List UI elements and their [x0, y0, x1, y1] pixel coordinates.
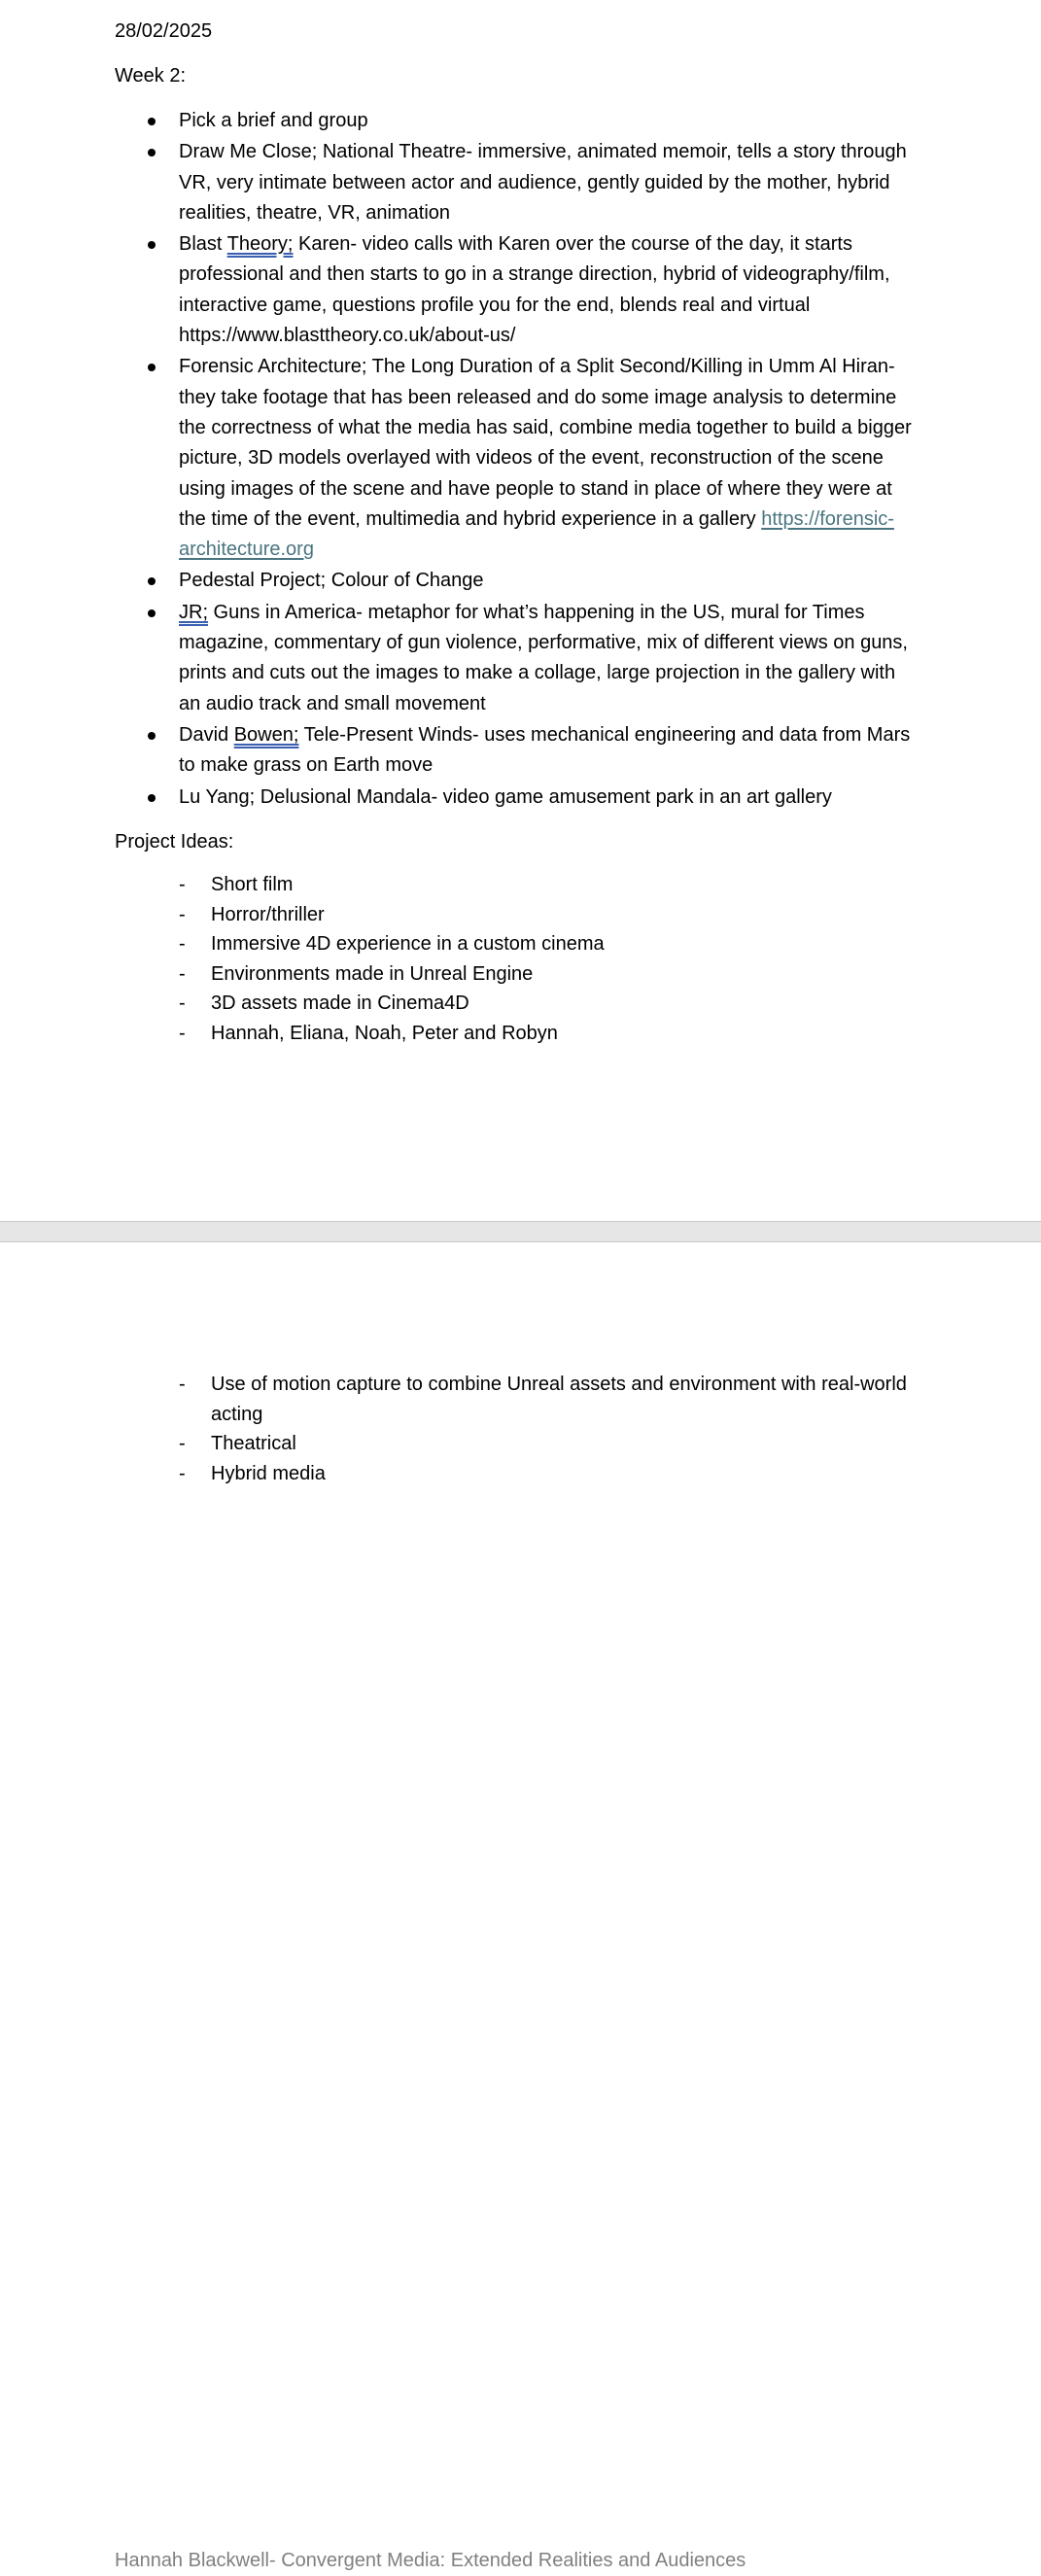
project-idea-item-text: Short film — [211, 874, 294, 895]
bullet-item — [179, 598, 918, 719]
page2-item-text: Use of motion capture to combine Unreal assets and environment with real-world acting — [211, 1374, 907, 1425]
page-break — [0, 1221, 1041, 1242]
project-idea-item-text: Horror/thriller — [211, 903, 325, 925]
project-idea-item — [179, 959, 930, 990]
project-idea-item — [179, 929, 930, 959]
bullet-text: David — [179, 723, 234, 746]
bullet-text: Karen- video calls with Karen over the course of the day, it starts professional and then starts to go in a strange direction, hybrid of videography/film, interactive game, questions profile you for the end, blends real and virtual https://www.blasttheory.co.uk/about-us/ — [179, 233, 890, 347]
project-idea-item-text: 3D assets made in Cinema4D — [211, 992, 469, 1015]
bullet-text: Forensic Architecture; The Long Duration of a Split Second/Killing in Umm Al Hiran- they take footage that has been released and do some image analysis to determine the correctness of what the media has said, combine media together to build a bigger picture, 3D models overlayed with videos of the event, reconstruction of the scene using images of the scene and have people to stand in place of where they were at the time of the event, multimedia and hybrid experience in a gallery — [179, 356, 912, 530]
page2-item — [179, 1459, 930, 1489]
page2-item-text: Hybrid media — [211, 1462, 326, 1484]
page2-item-text: Theatrical — [211, 1433, 296, 1455]
dash-marker: - — [179, 1462, 186, 1484]
bullet-dot-icon — [148, 732, 156, 740]
flagged-word: JR; — [179, 601, 208, 623]
project-idea-item-text: Environments made in Unreal Engine — [211, 962, 534, 985]
flagged-word: Bowen; — [233, 723, 299, 746]
bullet-dot-icon — [148, 794, 156, 802]
project-idea-item-text: Hannah, Eliana, Noah, Peter and Robyn — [211, 1022, 558, 1044]
dash-marker: - — [179, 992, 186, 1015]
bullet-dot-icon — [148, 241, 156, 249]
bullet-text: Draw Me Close; National Theatre- immersive, animated memoir, tells a story through VR, very intimate between actor and audience, gently guided by the mother, hybrid realities, theatre, VR, animation — [179, 141, 907, 224]
page2-item — [179, 1429, 930, 1459]
project-ideas-list — [179, 870, 930, 1049]
dash-marker: - — [179, 933, 186, 956]
flagged-word: Theory; — [226, 233, 294, 256]
research-bullet-list — [179, 106, 918, 814]
dash-marker: - — [179, 1022, 186, 1044]
bullet-dot-icon — [148, 364, 156, 371]
bullet-item — [179, 137, 918, 228]
bullet-item — [179, 229, 918, 351]
bullet-text: Guns in America- metaphor for what’s happening in the US, mural for Times magazine, commentary of gun violence, performative, mix of different views on guns, prints and cuts out the images to make a collage, large projection in the gallery with an audio track and small movement — [179, 601, 908, 714]
bullet-text: Blast — [179, 233, 227, 256]
bullet-text: Pick a brief and group — [179, 110, 368, 131]
bullet-item — [179, 352, 918, 565]
date-line: 28/02/2025 — [115, 20, 213, 42]
bullet-dot-icon — [148, 609, 156, 617]
project-ideas-heading: Project Ideas: — [115, 831, 234, 853]
dash-marker: - — [179, 903, 186, 925]
bullet-dot-icon — [148, 577, 156, 585]
document-page-1 — [0, 0, 1041, 1221]
link[interactable]: https://forensic-architecture.org — [179, 507, 894, 561]
dash-marker: - — [179, 1374, 186, 1395]
bullet-text: Pedestal Project; Colour of Change — [179, 570, 484, 592]
page-header: Hannah Blackwell- Convergent Media: Extended Realities and Audiences — [115, 2550, 746, 2571]
bullet-item — [179, 566, 918, 596]
bullet-item — [179, 106, 918, 136]
dash-marker: - — [179, 1433, 186, 1455]
week-heading: Week 2: — [115, 65, 186, 87]
project-idea-item — [179, 1019, 930, 1049]
dash-marker: - — [179, 962, 186, 985]
bullet-item — [179, 783, 918, 813]
project-idea-item — [179, 989, 930, 1019]
bullet-text: Lu Yang; Delusional Mandala- video game amusement park in an art gallery — [179, 785, 832, 808]
project-idea-item — [179, 870, 930, 900]
bullet-text: Tele-Present Winds- uses mechanical engineering and data from Mars to make grass on Earth move — [179, 723, 911, 777]
project-idea-item-text: Immersive 4D experience in a custom cinema — [211, 933, 605, 956]
bullet-dot-icon — [148, 118, 156, 125]
page2-item — [179, 1370, 930, 1429]
project-idea-item — [179, 900, 930, 930]
bullet-dot-icon — [148, 149, 156, 157]
bullet-item — [179, 720, 918, 782]
dash-marker: - — [179, 874, 186, 895]
page2-dash-list — [179, 1370, 930, 1488]
